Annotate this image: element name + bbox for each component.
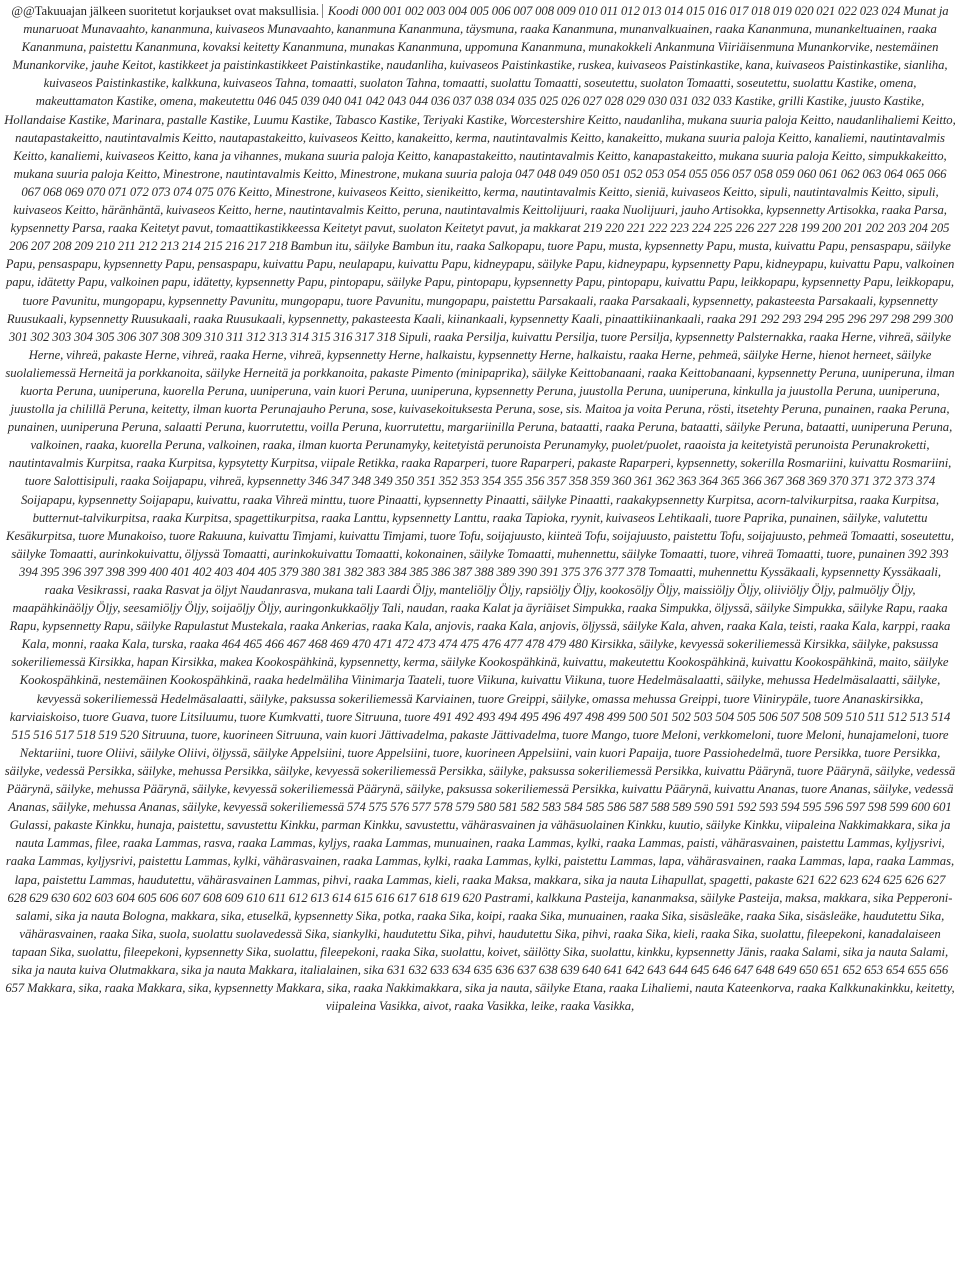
warranty-notice: @@Takuuajan jälkeen suoritetut korjaukset ovat maksullisia.	[11, 4, 323, 18]
food-code-list-text: Koodi 000 001 002 003 004 005 006 007 008 009 010 011 012 013 014 015 016 017 018 019 020 021 022 023 024 Munat ja munaruoat Munavaahto, kananmuna, kuivaseos Munavaahto, kananmuna Kananmuna, täysmuna, raaka Kananmuna, munanvalkuainen, raaka Kananmuna, munankeltuainen, raaka Kananmuna, paistettu Kananmuna, kovaksi keitetty Kananmuna, munakas Kananmuna, uppomuna Kananmuna, munakokkeli Ankanmuna Viiriäisenmuna Munankorvike, nestemäinen Munankorvike, jauhe Keitot, kastikkeet ja paistinkastikkeet Paistinkastike, naudanliha, kuivaseos Paistinkastike, ruskea, kuivaseos Paistinkastike, kana, kuivaseos Paistinkastike, sianliha, kuivaseos Paistinkastike, kalkkuna, kuivaseos Tahna, tomaatti, suolaton Tahna, tomaatti, suolattu Tomaatti, soseutettu, suolaton Tomaatti, soseutettu, suolattu Kastike, omena, makeuttamaton Kastike, omena, makeutettu 046 045 039 040 041 042 043 044 036 037 038 034 035 025 026 027 028 029 030 031 032 033 Kastike, grilli Kastike, juusto Kastike, Hollandaise Kastike, Marinara, pastalle Kastike, Luumu Kastike, Tabasco Kastike, Teriyaki Kastike, Worcestershire Keitto, naudanliha, mukana suuria paloja Keitto, naudanlihaliemi Keitto, nautapastakeitto, nautintavalmis Keitto, nautapastakeitto, kuivaseos Keitto, kanakeitto, kerma, nautintavalmis Keitto, kanakeitto, mukana suuria paloja Keitto, kanaliemi, nautintavalmis Keitto, kanaliemi, kuivaseos Keitto, kana ja vihannes, mukana suuria paloja Keitto, kanapastakeitto, nautintavalmis Keitto, kanapastakeitto, mukana suuria paloja Keitto, simpukkakeitto, mukana suuria paloja Keitto, Minestrone, nautintavalmis Keitto, Minestrone, mukana suuria paloja 047 048 049 050 051 052 053 054 055 056 057 058 059 060 061 062 063 064 065 066 067 068 069 070 071 072 073 074 075 076 Keitto, Minestrone, kuivaseos Keitto, sienikeitto, kerma, nautintavalmis Keitto, sieniä, kuivaseos Keitto, sipuli, nautintavalmis Keitto, sipuli, kuivaseos Keitto, häränhäntä, kuivaseos Keitto, herne, nautintavalmis Keitto, peruna, nautintavalmis Keittolijuuri, raaka Nuolijuuri, jauho Artisokka, kypsennetty Artisokka, raaka Parsa, kypsennetty Parsa, raaka Keitetyt pavut, tomaattikastikkeessa Keitetyt pavut, suolaton Keitetyt pavut, ja makkarat 219 220 221 222 223 224 225 226 227 228 199 200 201 202 203 204 205 206 207 208 209 210 211 212 213 214 215 216 217 218 Bambun itu, säilyke Bambun itu, raaka Salkopapu, tuore Papu, musta, kypsennetty Papu, musta, kuivattu Papu, pensaspapu, säilyke Papu, pensaspapu, kypsennetty Papu, pensaspapu, kuivattu Papu, neulapapu, kuivattu Papu, kidneypapu, säilyke Papu, kidneypapu, kypsennetty Papu, kidneypapu, kuivattu Papu, valkoinen papu, idätetty Papu, valkoinen papu, idätetty, kypsennetty Papu, pintopapu, säilyke Papu, pintopapu, kypsennetty Papu, pintopapu, kuivattu Papu, leikkopapu, kypsennetty Papu, leikkopapu, tuore Pavunitu, mungopapu, kypsennetty Pavunitu, mungopapu, tuore Pavunitu, mungopapu, paistettu Parsakaali, raaka Parsakaali, kypsennetty, pakasteesta Parsakaali, kypsennetty Ruusukaali, kypsennetty Ruusukaali, raaka Ruusukaali, kypsennetty, pakasteesta Kaali, kiinankaali, kypsennetty Kaali, pinaattikiinankaali, raaka 291 292 293 294 295 296 297 298 299 300 301 302 303 304 305 306 307 308 309 310 311 312 313 314 315 316 317 318 Sipuli, raaka Persilja, kuivattu Persilja, tuore Persilja, kypsennetty Palsternakka, raaka Herne, vihreä, säilyke Herne, vihreä, pakaste Herne, vihreä, raaka Herne, vihreä, kypsennetty Herne, halkaistu, kypsennetty Herne, halkaistu, raaka Herne, pehmeä, säilyke Herne, hienot herneet, säilyke suolaliemessä Herneitä ja porkkanoita, säilyke Herneitä ja porkkanoita, pakaste Pimento (minipaprika), säilyke Keittobanaani, raaka Keittobanaani, kypsennetty Peruna, uuniperuna, ilman kuorta Peruna, uuniperuna, kuorella Peruna, uuniperuna, vain kuori Peruna, uuniperuna, kypsennetty Peruna, juustolla Peruna, uuniperuna, kinkulla ja juustolla Peruna, uuniperuna, juustolla ja chilillä Peruna, keitetty, ilman kuorta Perunajauho Peruna, sose, kuivasekoituksesta Peruna, sose, sis. Maitoa ja voita Peruna, rösti, itsetehty Peruna, punainen, raaka Peruna, punainen, uuniperuna Peruna, salaatti Peruna, kuorrutettu, voilla Peruna, kuorrutettu, margariinilla Peruna, bataatti, raaka Peruna, bataatti, säilyke Peruna, bataatti, uuniperuna Peruna, valkoinen, raaka, kuorella Peruna, valkoinen, raaka, ilman kuorta Perunamyky, keitetyistä perunoista Perunamyky, puolet/puolet, raaoista ja keitetyistä perunoista Perunakroketti, nautintavalmis Kurpitsa, raaka Kurpitsa, kypsytetty Kurpitsa, viipale Retikka, raaka Raparperi, tuore Raparperi, pakaste Raparperi, kypsennetty, sokerilla Rosmariini, kuivattu Rosmariini, tuore Salottisipuli, raaka Soijapapu, vihreä, kypsennetty 346 347 348 349 350 351 352 353 354 355 356 357 358 359 360 361 362 363 364 365 366 367 368 369 370 371 372 373 374 Soijapapu, kypsennetty Soijapapu, kuivattu, raaka Vihreä minttu, tuore Pinaatti, kypsennetty Pinaatti, säilyke Pinaatti, raakakypsennetty Kurpitsa, acorn-talvikurpitsa, raaka Kurpitsa, butternut-talvikurpitsa, raaka Kurpitsa, spagettikurpitsa, raaka Lanttu, kypsennetty Lanttu, raaka Tapioka, ryynit, kuivaseos Lehtikaali, tuore Paprika, punainen, säilyke, valutettu Kesäkurpitsa, tuore Munakoiso, tuore Rakuuna, kuivattu Timjami, kuivattu Timjami, tuore Tofu, soijajuusto, kiinteä Tofu, soijajuusto, paistettu Tofu, soijajuusto, pehmeä Tomaatti, soseutettu, säilyke Tomaatti, aurinkokuivattu, öljyssä Tomaatti, aurinkokuivattu Tomaatti, kokonainen, säilyke Tomaatti, muhennettu, säilyke Tomaatti, tuore, vihreä Tomaatti, tuore, punainen 392 393 394 395 396 397 398 399 400 401 402 403 404 405 379 380 381 382 383 384 385 386 387 388 389 390 391 375 376 377 378 Tomaatti, muhennettu Kyssäkaali, kypsennetty Kyssäkaali, raaka Vesikrassi, raaka Rasvat ja öljyt Naudanrasva, mukana tali Laardi Öljy, manteliöljy Öljy, rapsiöljy Öljy, kookosöljy Öljy, maissiöljy Öljy, oliiviöljy Öljy, palmuöljy Öljy, maapähkinäöljy Öljy, seesamiöljy Öljy, soijaöljy Öljy, auringonkukkaöljy Tali, naudan, raaka Kalat ja äyriäiset Simpukka, raaka Simpukka, öljyssä, säilyke Simpukka, säilyke Rapu, raaka Rapu, kypsennetty Rapu, säilyke Rapulastut Mustekala, raaka Ankerias, raaka Kala, anjovis, raaka Kala, anjovis, öljyssä, säilyke Kala, ahven, raaka Kala, teisti, raaka Kala, karppi, raaka Kala, monni, raaka Kala, turska, raaka 464 465 466 467 468 469 470 471 472 473 474 475 476 477 478 479 480 Kirsikka, säilyke, kevyessä sokeriliemessä Kirsikka, säilyke, paksussa sokeriliemessä Kirsikka, hapan Kirsikka, makea Kookospähkinä, kypsennetty, kerma, säilyke Kookospähkinä, kuivattu, makeutettu Kookospähkinä, kuivattu Kookospähkinä, maito, säilyke Kookospähkinä, nestemäinen Kookospähkinä, raaka hedelmäliha Viinimarja Taateli, tuore Viikuna, kuivattu Viikuna, tuore Hedelmäsalaatti, säilyke, mehussa Hedelmäsalaatti, säilyke, kevyessä sokeriliemessä Hedelmäsalaatti, säilyke, paksussa sokeriliemessä Karviainen, tuore Greippi, säilyke, omassa mehussa Greippi, tuore Viinirypäle, tuore Ananaskirsikka, karviaiskoiso, tuore Guava, tuore Litsiluumu, tuore Kumkvatti, tuore Sitruuna, tuore 491 492 493 494 495 496 497 498 499 500 501 502 503 504 505 506 507 508 509 510 511 512 513 514 515 516 517 518 519 520 Sitruuna, tuore, kuorineen Sitruuna, vain kuori Jättivadelma, pakaste Jättivadelma, tuore Mango, tuore Meloni, verkkomeloni, tuore Meloni, hunajameloni, tuore Nektariini, tuore Oliivi, säilyke Oliivi, öljyssä, säilyke Appelsiini, tuore Appelsiini, tuore, kuorineen Appelsiini, vain kuori Papaija, tuore Passiohedelmä, tuore Persikka, tuore Persikka, säilyke, vedessä Persikka, säilyke, mehussa Persikka, säilyke, kevyessä sokeriliemessä Persikka, säilyke, paksussa sokeriliemessä Persikka, kuivattu Päärynä, tuore Päärynä, säilyke, vedessä Päärynä, säilyke, mehussa Päärynä, säilyke, kevyessä sokeriliemessä Päärynä, säilyke, paksussa sokeriliemessä Persikka, kuivattu Päärynä, kuivattu Ananas, tuore Ananas, säilyke, vedessä Ananas, säilyke, mehussa Ananas, säilyke, kevyessä sokeriliemessä 574 575 576 577 578 579 580 581 582 583 584 585 586 587 588 589 590 591 592 593 594 595 596 597 598 599 600 601 Gulassi, pakaste Kinkku, hunaja, paistettu, savustettu Kinkku, parman Kinkku, savustettu, vähärasvainen ja vähäsuolainen Kinkku, kuutio, säilyke Kinkku, viipaleina Nakkimakkara, sika ja nauta Lammas, filee, raaka Lammas, rasva, raaka Lammas, kyljys, raaka Lammas, munuainen, raaka Lammas, kylki, raaka Lammas, paisti, vähärasvainen, paistettu Lammas, kyljysrivi, raaka Lammas, kyljysrivi, paistettu Lammas, kylki, vähärasvainen, raaka Lammas, kylki, raaka Lammas, kylki, paistettu Lammas, lapa, vähärasvainen, raaka Lammas, lapa, raaka Lammas, lapa, paistettu Lammas, haudutettu, vähärasvainen Lammas, pihvi, raaka Lammas, kieli, raaka Maksa, makkara, sika ja nauta Lihapullat, spagetti, pakaste 621 622 623 624 625 626 627 628 629 630 602 603 604 605 606 607 608 609 610 611 612 613 614 615 616 617 618 619 620 Pastrami, kalkkuna Pasteija, kananmaksa, säilyke Pasteija, maksa, makkara, sika Pepperoni-salami, sika ja nauta Bologna, makkara, sika, etuselkä, kypsennetty Sika, potka, raaka Sika, koipi, raaka Sika, munuainen, raaka Sika, sisäsleäke, raaka Sika, sisäsleäke, haudutettu Sika, vähärasvainen, raaka Sika, suola, suolattu suolavedessä Sika, siankylki, haudutettu Sika, pihvi, haudutettu Sika, pihvi, raaka Sika, kieli, raaka Sika, suolattu, fileepekoni, kanadalaiseen tapaan Sika, suolattu, fileepekoni, kypsennetty Sika, suolattu, fileepekoni, raaka Sika, suolattu, koivet, säilötty Sika, suolattu, kinkku, kypsennetty Jänis, raaka Salami, sika ja nauta Salami, sika ja nauta kuiva Olutmakkara, sika ja nauta Makkara, italialainen, sika 631 632 633 634 635 636 637 638 639 640 641 642 643 644 645 646 647 648 649 650 651 652 653 654 655 656 657 Makkara, sika, raaka Makkara, sika, kypsennetty Makkara, sika, raaka Nakkimakkara, sika ja nauta, säilyke Etana, raaka Lihaliemi, nauta Kateenkorva, raaka Kalkkunakinkku, keitetty, viipaleina Vasikka, aivot, raaka Vasikka, leike, raaka Vasikka,	[4, 4, 956, 1014]
document-body	[4, 2, 956, 1015]
